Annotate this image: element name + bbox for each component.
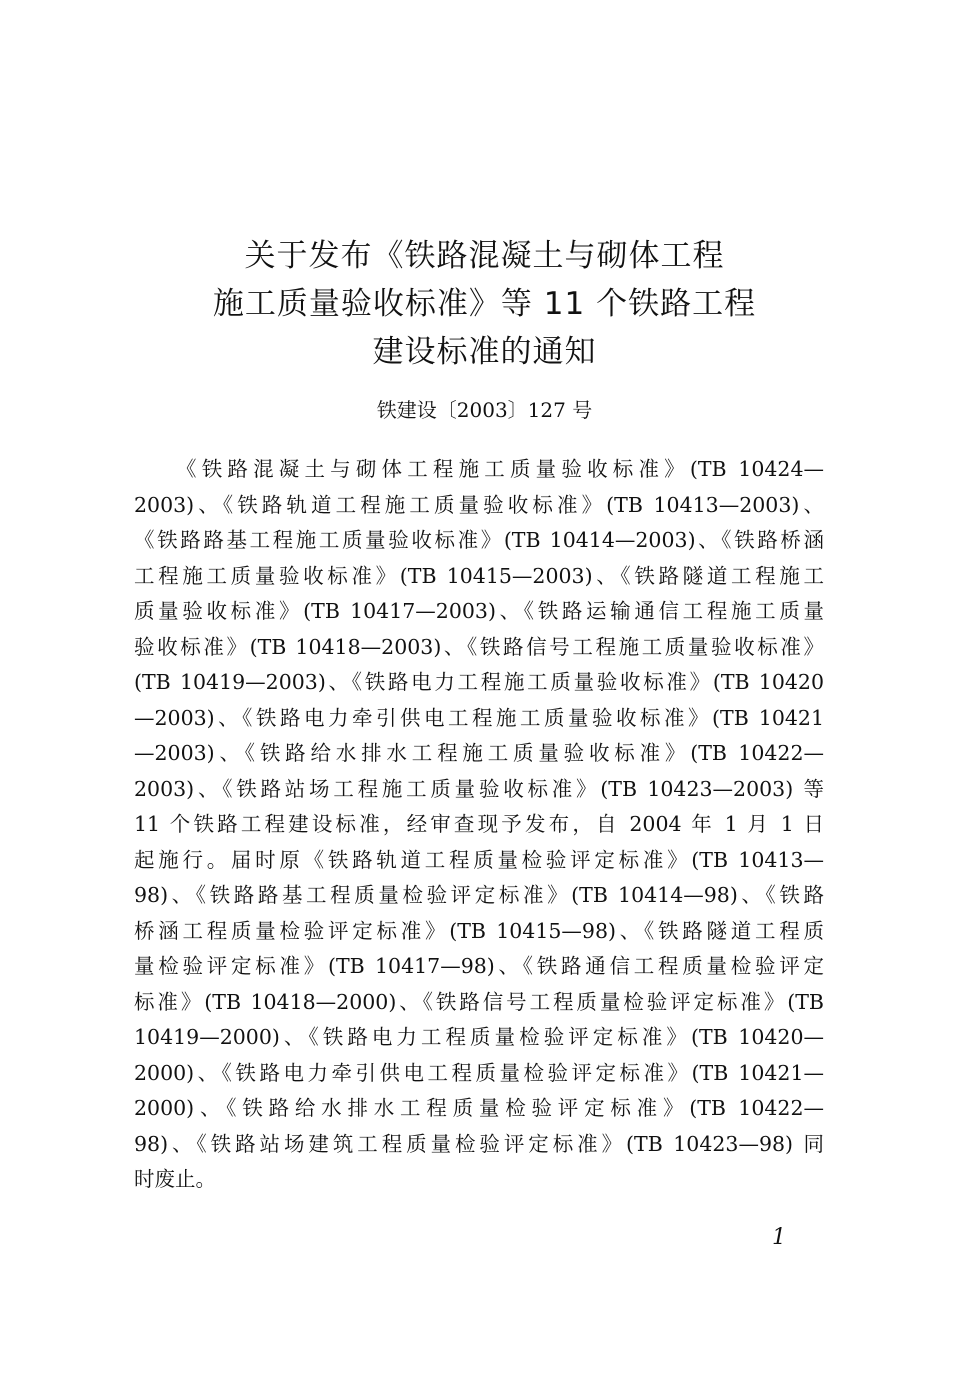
body-line: 10419—2000)、《铁路电力工程质量检验评定标准》(TB 10420— (134, 1025, 824, 1049)
body-line: —2003)、《铁路给水排水工程施工质量验收标准》(TB 10422— (134, 741, 824, 765)
title-line-2: 施工质量验收标准》等 11 个铁路工程 (212, 286, 757, 322)
body-line: 量检验评定标准》(TB 10417—98)、《铁路通信工程质量检验评定 (134, 954, 824, 978)
body-line: 验收标准》(TB 10418—2003)、《铁路信号工程施工质量验收标准》 (134, 634, 824, 659)
body-line: 工程施工质量验收标准》(TB 10415—2003)、《铁路隧道工程施工 (134, 563, 824, 588)
body-line: —2003)、《铁路电力牵引供电工程施工质量验收标准》(TB 10421 (134, 705, 824, 730)
body-line: (TB 10419—2003)、《铁路电力工程施工质量验收标准》(TB 10420 (134, 670, 824, 694)
body-line: 质量验收标准》(TB 10417—2003)、《铁路运输通信工程施工质量 (134, 599, 824, 623)
body-line: 桥涵工程质量检验评定标准》(TB 10415—98)、《铁路隧道工程质 (134, 918, 824, 943)
body-line: 98)、《铁路路基工程质量检验评定标准》(TB 10414—98)、《铁路 (134, 883, 824, 907)
body-line: 《铁路路基工程施工质量验收标准》(TB 10414—2003)、《铁路桥涵 (134, 528, 824, 552)
page-number: 1 (772, 1225, 786, 1250)
body-line: 2000)、《铁路电力牵引供电工程质量检验评定标准》(TB 10421— (134, 1060, 824, 1085)
document-number: 铁建设〔2003〕127 号 (376, 398, 593, 422)
body-line: 11 个铁路工程建设标准，经审查现予发布，自 2004 年 1 月 1 日 (134, 812, 824, 836)
title-line-1: 关于发布《铁路混凝土与砌体工程 (244, 238, 725, 274)
document-title (0, 232, 969, 376)
body-line: 起施行。届时原《铁路轨道工程质量检验评定标准》(TB 10413— (134, 847, 824, 872)
body-line: 2000)、《铁路给水排水工程质量检验评定标准》(TB 10422— (134, 1096, 824, 1120)
body-line: 《铁路混凝土与砌体工程施工质量验收标准》(TB 10424— (176, 457, 824, 481)
body-line: 2003)、《铁路站场工程施工质量验收标准》(TB 10423—2003) 等 (134, 776, 824, 801)
body-line: 98)、《铁路站场建筑工程质量检验评定标准》(TB 10423—98) 同 (134, 1131, 824, 1156)
body-line: 2003)、《铁路轨道工程施工质量验收标准》(TB 10413—2003)、 (134, 492, 824, 517)
body-line: 标准》(TB 10418—2000)、《铁路信号工程质量检验评定标准》(TB (134, 989, 824, 1014)
body-line: 时废止。 (134, 1167, 216, 1191)
body-paragraph (134, 452, 824, 1198)
title-line-3: 建设标准的通知 (372, 334, 597, 370)
